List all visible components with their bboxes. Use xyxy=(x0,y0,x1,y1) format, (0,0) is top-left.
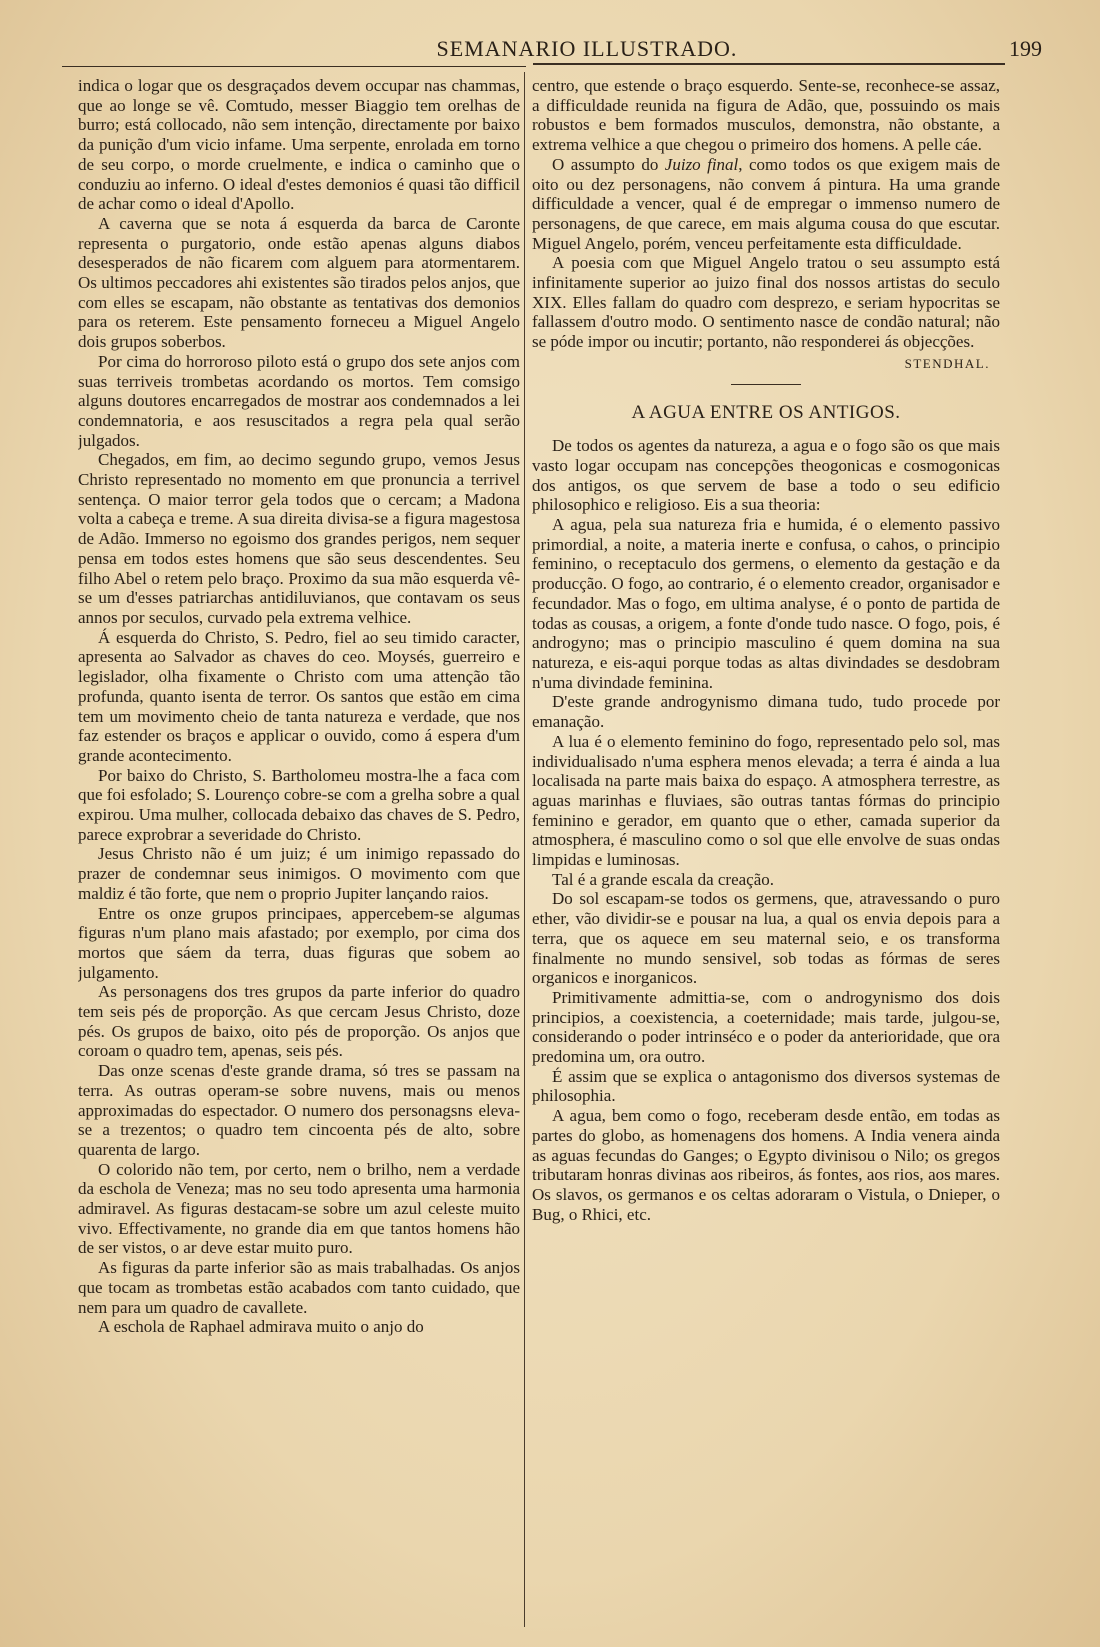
paragraph: A eschola de Raphael admirava muito o anjo do xyxy=(98,1317,424,1337)
paragraph: Do sol escapam-se todos os germens, que, atravessando o puro ether, vão dividir-se e pousar na lua, a qual os envia depois para a terra, que os aquece em seu maternal seio, e os transforma finalmente no mundo sensivel, sob todas as fórmas de seres organicos e inorganicos. xyxy=(532,889,1000,988)
paragraph: Das onze scenas d'este grande drama, só tres se passam na terra. As outras operam-se sobre nuvens, mais ou menos approximadas do espectador. O numero dos personagsns eleva-se a trezentos; o quadro tem cincoenta pés de alto, sobre quarenta de largo. xyxy=(78,1061,520,1159)
page-header xyxy=(62,36,1052,66)
paragraph: De todos os agentes da natureza, a agua e o fogo são os que mais vasto logar occupam nas concepções theogonicas e cosmogonicas dos antigos, os que servem de base a todo o seu edificio philosophico e religioso. Eis a sua theoria: xyxy=(532,436,1000,515)
paragraph: O colorido não tem, por certo, nem o brilho, nem a verdade da eschola de Veneza; mas no seu todo apresenta uma harmonia admiravel. As figuras destacam-se sobre um azul celeste muito vivo. Effectivamente, no grande dia em que tantos homens hão de ser vistos, o ar deve estar muito puro. xyxy=(78,1159,520,1258)
paragraph: Jesus Christo não é um juiz; é um inimigo repassado do prazer de condemnar seus inimigos. O movimento com que maldiz é tão forte, que nem o proprio Jupiter lançando raios. xyxy=(78,844,520,903)
text-run: O assumpto do xyxy=(552,154,665,174)
text-run: , como todos os que exigem mais de oito ou dez personagens, não convem á pintura. Ha uma grande difficuldade a vencer, qual é de empregar o immenso numero de personagens, de que carece, em mais alguma cousa do que escutar. Miguel Angelo, porém, venceu perfeitamente esta difficuldade. xyxy=(532,154,1000,253)
paragraph: Por baixo do Christo, S. Bartholomeu mostra-lhe a faca com que foi esfolado; S. Lourenço cobre-se com a grelha sobre a qual expirou. Uma mulher, collocada debaixo das chaves de S. Pedro, parece exprobrar a severidade do Christo. xyxy=(78,765,520,844)
paragraph: A caverna que se nota á esquerda da barca de Caronte representa o purgatorio, onde estão apenas alguns diabos desesperados de não ficarem com alguem para atormentarem. Os ultimos peccadores ahi existentes são tirados pelos anjos, que com elles se escapam, não obstante as tentativas dos demonios para os reterem. Este pensamento forneceu a Miguel Angelo dois grupos soberbos. xyxy=(78,213,520,352)
column-divider xyxy=(524,72,525,1627)
header-rule-left xyxy=(62,66,526,67)
paragraph: Entre os onze grupos principaes, appercebem-se algumas figuras n'um plano mais afastado; por exemplo, por cima dos mortos que sáem da terra, duas figuras que sobem ao julgamento. xyxy=(78,903,520,982)
paragraph: centro, que estende o braço esquerdo. Sente-se, reconhece-se assaz, a difficuldade reunida na figura de Adão, que, possuindo os mais robustos e bem formados musculos, demonstra, não obstante, a extrema velhice a que chegou o primeiro dos homens. A pelle cáe. xyxy=(532,76,1000,155)
article-title: A AGUA ENTRE OS ANTIGOS. xyxy=(631,401,901,423)
paragraph: As personagens dos tres grupos da parte inferior do quadro tem seis pés de proporção. As que cercam Jesus Christo, doze pés. Os grupos de baixo, oito pés de proporção. Os anjos que coroam o quadro tem, apenas, seis pés. xyxy=(78,982,520,1061)
paragraph: indica o logar que os desgraçados devem occupar nas chammas, que ao longe se vê. Comtudo, messer Biaggio tem orelhas de burro; está collocado, não sem intenção, directamente por baixo da punição d'um vicio infame. Uma serpente, enrolada em torno de seu corpo, o morde cruelmente, e indica o caminho que o conduziu ao inferno. O ideal d'estes demonios é quasi tão difficil de achar como o ideal d'Apollo. xyxy=(78,76,520,214)
right-column xyxy=(532,76,1000,1631)
paragraph: Por cima do horroroso piloto está o grupo dos sete anjos com suas terriveis trombetas acordando os mortos. Tem comsigo alguns doutores encarregados de mostrar aos condemnados a lei condemnatoria, e aos resuscitados a regra pela qual serão julgados. xyxy=(78,351,520,450)
left-column xyxy=(78,76,520,1631)
paragraph: É assim que se explica o antagonismo dos diversos systemas de philosophia. xyxy=(532,1066,1000,1106)
paragraph: As figuras da parte inferior são as mais trabalhadas. Os anjos que tocam as trombetas estão acabados com tanto cuidado, que nem para um quadro de cavallete. xyxy=(78,1258,520,1317)
paragraph: A agua, pela sua natureza fria e humida, é o elemento passivo primordial, a noite, a materia inerte e confusa, o cahos, o principio feminino, o receptaculo dos germens, o elemento da gestação e da producção. O fogo, ao contrario, é o elemento creador, organisador e fecundador. Mas o fogo, em ultima analyse, é o ponto de partida de todas as cousas, a origem, a fonte d'onde tudo nasce. O fogo, pois, é androgyno; mas o principio masculino é quem domina na sua natureza, e eis-aqui porque todas as altas divindades se desdobram n'uma divindade feminina. xyxy=(532,515,1000,692)
paragraph: Primitivamente admittia-se, com o androgynismo dos dois principios, a coexistencia, a coeternidade; mais tarde, julgou-se, considerando o poder intrinséco e o poder da anterioridade, que ora predomina um, ora outro. xyxy=(532,987,1000,1067)
italic-title: Juizo final xyxy=(664,154,739,174)
paragraph: Chegados, em fim, ao decimo segundo grupo, vemos Jesus Christo representado no momento em que pronuncia a terrivel sentença. O maior terror gela todos que o cercam; a Madona volta a cabeça e treme. A sua direita divisa-se a figura magestosa de Adão. Immerso no egoismo dos grandes perigos, nem sequer pensa em todos estes homens que são seus descendentes. Seu filho Abel o retem pelo braço. Proximo da sua mão esquerda vê-se um d'esses patriarchas antidiluvianos, que contavam os seus annos por seculos, curvado pela extrema velhice. xyxy=(78,450,520,627)
author-signature: STENDHAL. xyxy=(904,355,990,371)
paragraph: A poesia com que Miguel Angelo tratou o seu assumpto está infinitamente superior ao juizo final dos nossos artistas do seculo XIX. Elles fallam do quadro com desprezo, e seriam hypocritas se fallassem d'outro modo. O sentimento nasce de condão natural; não se póde impor ou incutir; portanto, não responderei ás objecções. xyxy=(532,253,1000,352)
header-rule-right xyxy=(533,63,1005,65)
paragraph: Á esquerda do Christo, S. Pedro, fiel ao seu timido caracter, apresenta ao Salvador as chaves do ceo. Moysés, guerreiro e legislador, olha fixamente o Christo com uma attenção tão profunda, quanto isenta de terror. Os santos que estão em cima tem um movimento cheio de tanta natureza e verdade, que nos faz estender os braços e applicar o ouvido, como á espera d'um grande acontecimento. xyxy=(78,627,520,765)
paragraph-juizo-final xyxy=(532,155,1000,254)
paragraph: A agua, bem como o fogo, receberam desde então, em todas as partes do globo, as homenagens dos homens. A India venera ainda as aguas fecundas do Ganges; o Egypto divinisou o Nilo; os gregos tributaram honras divinas aos ribeiros, ás fontes, aos rios, aos mares. Os slavos, os germanos e os celtas adoraram o Vistula, o Dnieper, o Bug, o Rhici, etc. xyxy=(532,1106,1000,1224)
paragraph: Tal é a grande escala da creação. xyxy=(552,869,775,889)
paragraph: D'este grande androgynismo dimana tudo, tudo procede por emanação. xyxy=(532,692,1000,732)
article-separator xyxy=(731,384,801,385)
page-number: 199 xyxy=(1009,36,1042,61)
paragraph: A lua é o elemento feminino do fogo, representado pelo sol, mas individualisado n'uma esphera menos elevada; a terra é ainda a lua localisada na parte mais baixa do espaço. A atmosphera terrestre, as aguas marinhas e fluviaes, são outras tantas fórmas do principio feminino e gerador, em quanto que o ether, camada superior da atmosphera, é masculino como o sol que elle envolve de suas ondas limpidas e luminosas. xyxy=(532,731,1000,870)
publication-title: SEMANARIO ILLUSTRADO. xyxy=(436,36,738,61)
